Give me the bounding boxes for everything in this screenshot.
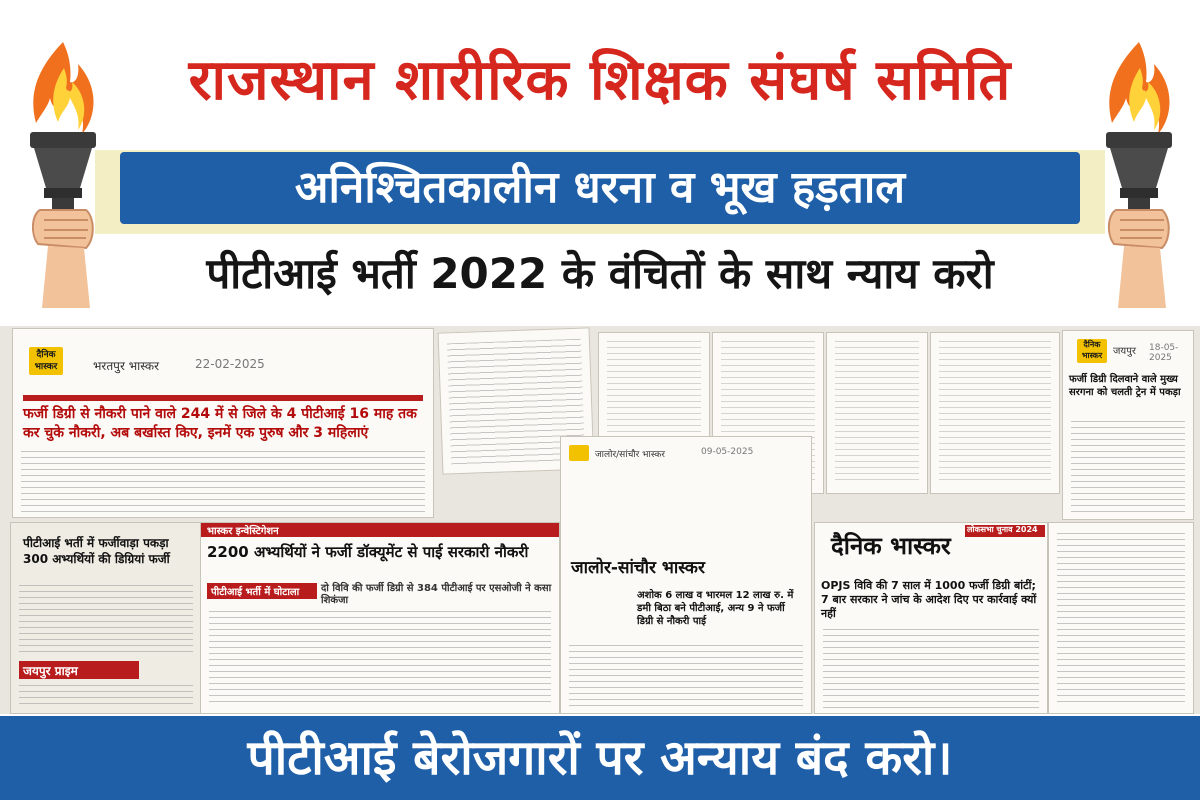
article-text — [21, 451, 425, 513]
section-strip — [23, 395, 423, 401]
clip-footer-label: जयपुर प्राइम — [23, 664, 78, 678]
paper-name: भरतपुर भास्कर — [93, 359, 160, 373]
clipping-side-column — [1048, 522, 1194, 714]
clip-headline: फर्जी डिग्री से नौकरी पाने वाले 244 में से जिले के 4 पीटीआई 16 माह तक कर चुके नौकरी, अब बर्खास्त किए, इनमें एक पुरुष और 3 महिलाएं — [23, 406, 417, 441]
article-text — [1071, 421, 1185, 513]
clip-tag: लोकसभा चुनाव 2024 — [967, 525, 1038, 534]
paper-name: जयपुर — [1113, 346, 1136, 357]
newspaper-collage — [0, 326, 1200, 714]
paper-date: 22-02-2025 — [195, 357, 265, 371]
clip-headline: पीटीआई भर्ती में फर्जीवाड़ा पकड़ा 300 अभ्यर्थियों की डिग्रियां फर्जी — [23, 536, 170, 566]
document-scan-5 — [930, 332, 1060, 494]
clip-headline: अशोक 6 लाख व भारमल 12 लाख रु. में डमी बिठा बने पीटीआई, अन्य 9 ने फर्जी डिग्री से नौकरी पाई — [637, 590, 794, 627]
footer-text: पीटीआई बेरोजगारों पर अन्याय बंद करो। — [247, 730, 953, 786]
clipping-jaipur — [1062, 330, 1194, 520]
clipping-investigation — [200, 522, 560, 714]
paper-date: 09-05-2025 — [701, 447, 754, 457]
clipping-dainik-bhaskar — [814, 522, 1048, 714]
newspaper-logo-icon — [569, 445, 589, 461]
article-text — [1057, 533, 1185, 703]
newspaper-logo-icon: दैनिक भास्कर — [29, 347, 63, 375]
clip-note: दो विवि की फर्जी डिग्री से 384 पीटीआई पर एसओजी ने कसा शिकंजा — [321, 583, 552, 606]
clip-headline: OPJS विवि की 7 साल में 1000 फर्जी डिग्री बांटीं; 7 बार सरकार ने जांच के आदेश दिए पर कार्रवाई क्यों नहीं — [821, 579, 1037, 620]
masthead: दैनिक भास्कर — [831, 532, 951, 560]
clipping-old — [10, 522, 202, 714]
main-title: राजस्थान शारीरिक शिक्षक संघर्ष समिति — [188, 48, 1012, 113]
subtitle-banner: अनिश्चितकालीन धरना व भूख हड़ताल — [120, 152, 1080, 224]
document-scan-4 — [826, 332, 928, 494]
article-text — [823, 629, 1039, 709]
article-text — [19, 585, 193, 655]
paper-date: 18-05-2025 — [1149, 343, 1179, 363]
article-text — [569, 645, 803, 707]
clip-headline: फर्जी डिग्री दिलवाने वाले मुख्य सरगना को चलती ट्रेन में पकड़ा — [1069, 374, 1181, 398]
clip-subhead: पीटीआई भर्ती में घोटाला — [211, 587, 300, 598]
clipping-jalore — [560, 436, 812, 714]
article-text — [209, 611, 551, 707]
newspaper-logo-icon: दैनिक भास्कर — [1077, 339, 1107, 363]
masthead: जालोर-सांचौर भास्कर — [571, 558, 705, 578]
tagline: पीटीआई भर्ती 2022 के वंचितों के साथ न्याय करो — [206, 249, 994, 298]
clip-headline: 2200 अभ्यर्थियों ने फर्जी डॉक्यूमेंट से पाई सरकारी नौकरी — [207, 543, 529, 561]
clip-kicker: भास्कर इन्वेस्टिगेशन — [207, 526, 279, 537]
paper-name: जालोर/सांचौर भास्कर — [595, 450, 665, 460]
clipping-bharatpur — [12, 328, 434, 518]
